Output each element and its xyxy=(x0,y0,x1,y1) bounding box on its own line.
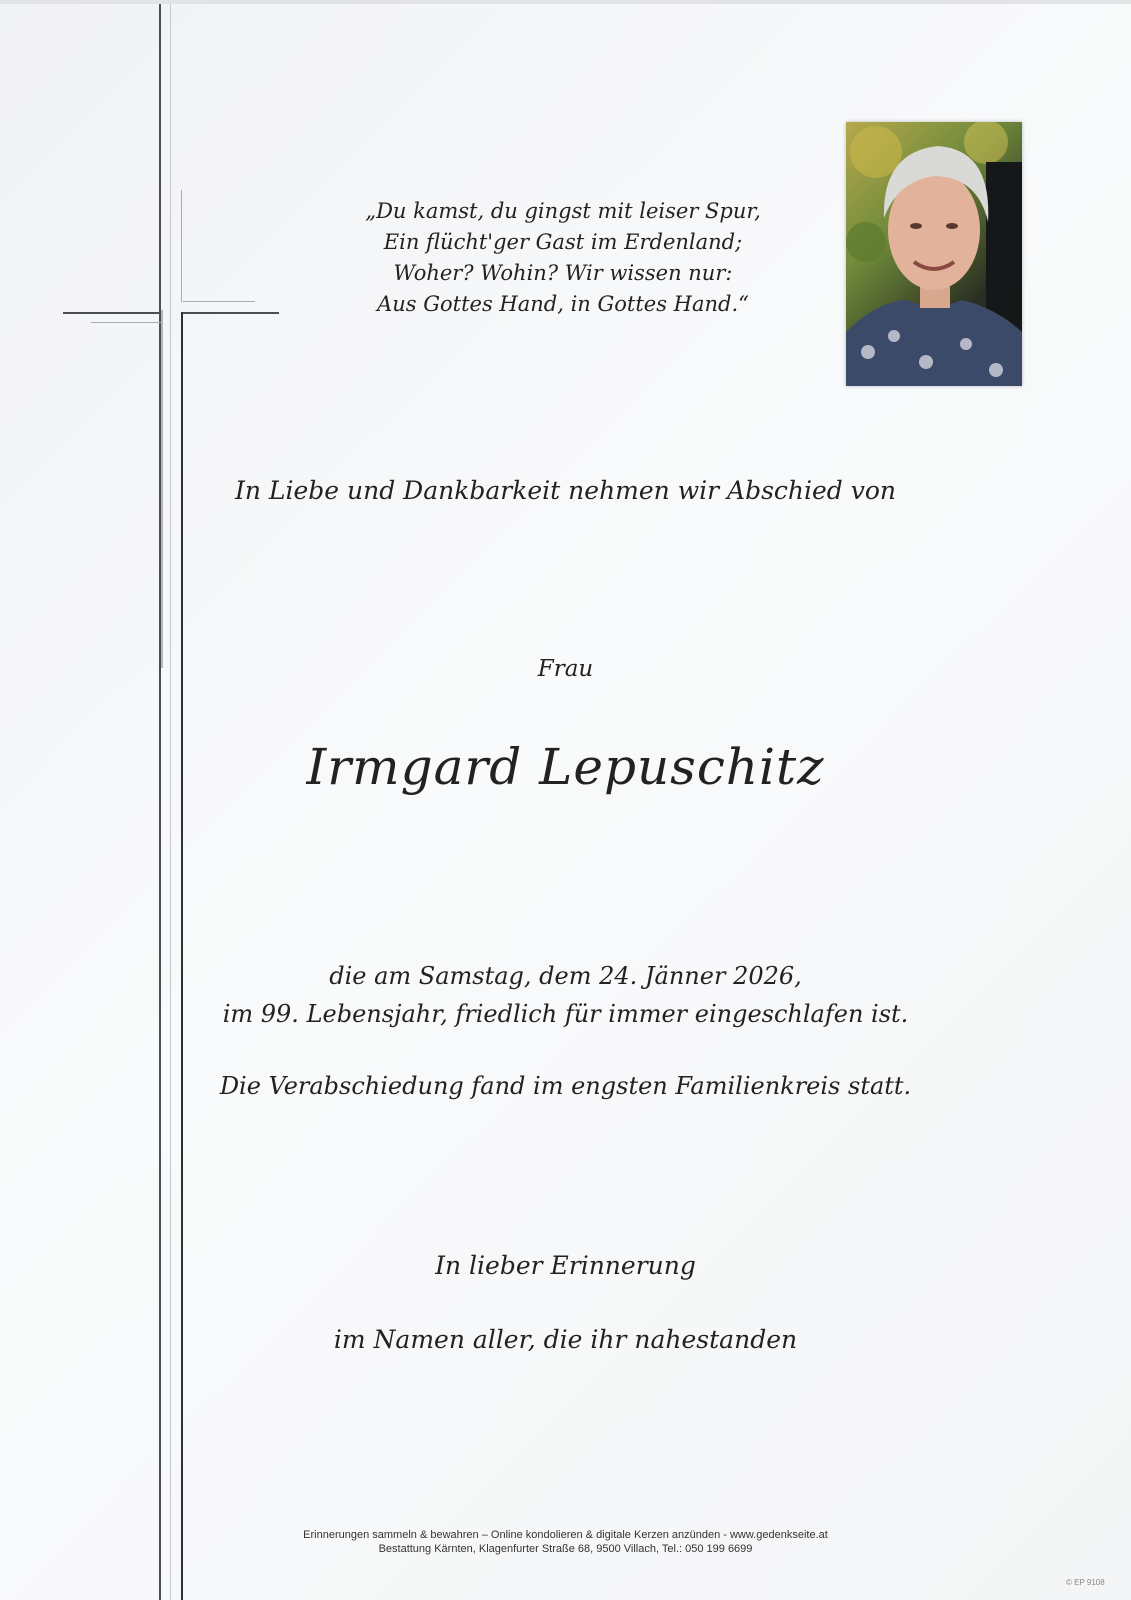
footer-line: Erinnerungen sammeln & bewahren – Online kondolieren & digitale Kerzen anzünden - www.gedenkseite.at xyxy=(303,1529,828,1541)
cross-line xyxy=(183,301,255,302)
portrait-photo xyxy=(846,122,1022,386)
poem-quote xyxy=(330,196,796,320)
cross-line xyxy=(91,322,161,323)
quote-line: Woher? Wohin? Wir wissen nur: xyxy=(393,261,733,285)
quote-line: Aus Gottes Hand, in Gottes Hand.“ xyxy=(377,292,749,316)
farewell-text: Die Verabschiedung fand im engsten Familienkreis statt. xyxy=(219,1072,912,1100)
intro-text: In Liebe und Dankbarkeit nehmen wir Abschied von xyxy=(234,476,897,505)
death-line: im 99. Lebensjahr, friedlich für immer eingeschlafen ist. xyxy=(222,1000,909,1028)
behalf-text: im Namen aller, die ihr nahestanden xyxy=(333,1325,798,1354)
footer-line: Bestattung Kärnten, Klagenfurter Straße 68, 9500 Villach, Tel.: 050 199 6699 xyxy=(378,1543,753,1555)
footer xyxy=(220,1528,911,1556)
cross-line xyxy=(161,310,163,668)
cross-line xyxy=(170,4,171,1600)
death-line: die am Samstag, dem 24. Jänner 2026, xyxy=(329,962,802,990)
cross-line xyxy=(181,312,183,1600)
cross-line xyxy=(159,4,161,1600)
deceased-name: Irmgard Lepuschitz xyxy=(306,738,825,796)
document-code: © EP 9108 xyxy=(1066,1578,1105,1587)
death-notice xyxy=(180,957,951,1033)
cross-line xyxy=(63,312,160,314)
cross-line xyxy=(181,190,182,302)
quote-line: Ein flücht'ger Gast im Erdenland; xyxy=(383,230,743,254)
cross-line xyxy=(183,312,279,314)
memory-text: In lieber Erinnerung xyxy=(435,1251,696,1280)
quote-line: „Du kamst, du gingst mit leiser Spur, xyxy=(365,199,761,223)
salutation: Frau xyxy=(537,656,594,682)
